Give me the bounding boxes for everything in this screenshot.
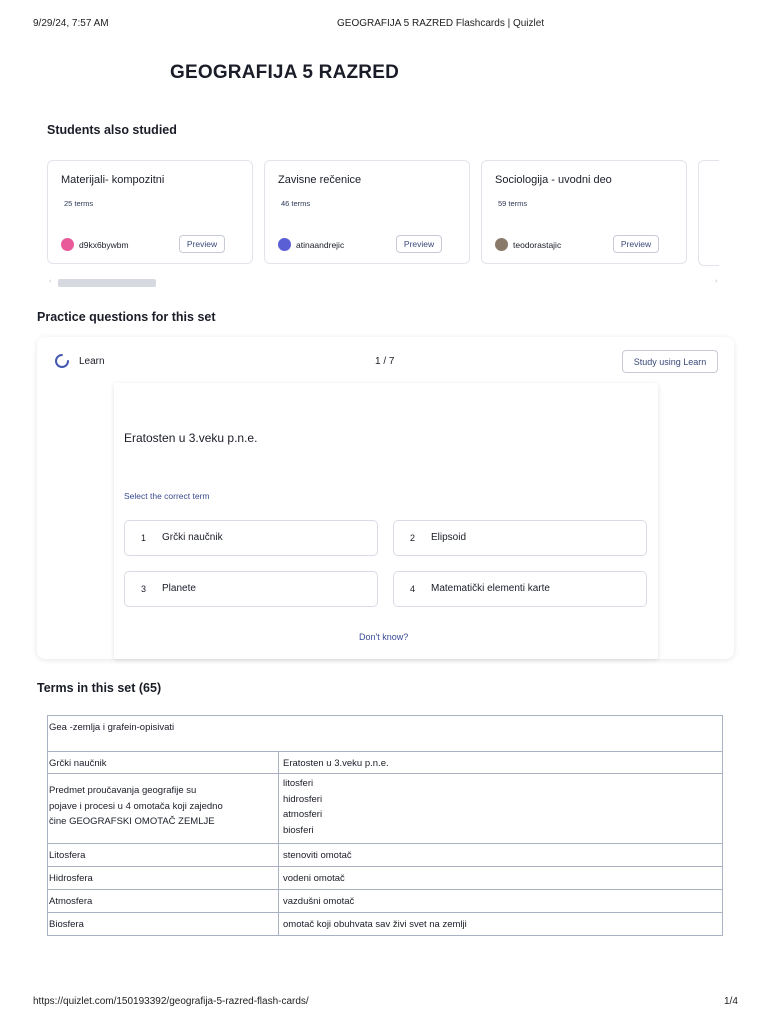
term-line: čine GEOGRAFSKI OMOTAČ ZEMLJE bbox=[49, 816, 215, 827]
print-page-number: 1/4 bbox=[724, 996, 738, 1007]
preview-button[interactable]: Preview bbox=[179, 235, 225, 253]
definition-line: atmosferi bbox=[283, 809, 323, 820]
card-title: Zavisne rečenice bbox=[278, 174, 362, 186]
carousel-scrollbar[interactable] bbox=[58, 279, 156, 287]
table-row bbox=[48, 716, 723, 752]
terms-heading: Terms in this set (65) bbox=[37, 681, 162, 695]
learn-mode-label: Learn bbox=[79, 356, 105, 367]
definition-line: stenoviti omotač bbox=[283, 850, 352, 861]
definition-line: biosferi bbox=[283, 824, 314, 836]
card-terms-count: 59 terms bbox=[498, 199, 528, 208]
chevron-left-icon[interactable]: ‹ bbox=[49, 278, 52, 285]
avatar bbox=[278, 238, 291, 251]
definition-line: omotač koji obuhvata sav živi svet na zemlji bbox=[283, 919, 467, 930]
question-instruction: Select the correct term bbox=[124, 491, 210, 501]
term-line: Hidrosfera bbox=[49, 873, 93, 884]
answer-option[interactable] bbox=[124, 571, 378, 607]
study-set-card[interactable] bbox=[47, 160, 253, 264]
option-number: 1 bbox=[141, 533, 147, 543]
preview-button[interactable]: Preview bbox=[613, 235, 659, 253]
table-row bbox=[48, 844, 723, 867]
card-terms-count: 25 terms bbox=[64, 199, 94, 208]
answer-option[interactable] bbox=[393, 520, 647, 556]
study-set-card[interactable] bbox=[264, 160, 470, 264]
learn-spinner-icon bbox=[54, 353, 70, 369]
card-terms-count: 46 terms bbox=[281, 199, 311, 208]
study-set-card[interactable] bbox=[481, 160, 687, 264]
dont-know-link[interactable]: Don't know? bbox=[359, 632, 409, 642]
definition-cell bbox=[279, 867, 723, 890]
table-row bbox=[48, 752, 723, 774]
option-number: 4 bbox=[410, 584, 416, 594]
term-line: Biosfera bbox=[49, 919, 84, 930]
avatar bbox=[61, 238, 74, 251]
card-username[interactable]: d9kx6bywbm bbox=[79, 240, 129, 250]
card-title: Materijali- kompozitni bbox=[61, 174, 165, 186]
definition-cell bbox=[279, 774, 723, 844]
term-cell bbox=[48, 752, 279, 774]
term-cell bbox=[48, 890, 279, 913]
definition-cell bbox=[279, 752, 723, 774]
print-datetime: 9/29/24, 7:57 AM bbox=[33, 18, 109, 29]
definition-line: Eratosten u 3.veku p.n.e. bbox=[283, 758, 389, 769]
term-cell bbox=[48, 716, 723, 752]
table-row bbox=[48, 867, 723, 890]
term-line: pojave i procesi u 4 omotača koji zajedno bbox=[49, 800, 223, 812]
chevron-right-icon[interactable]: › bbox=[715, 278, 718, 285]
page-title: GEOGRAFIJA 5 RAZRED bbox=[170, 62, 400, 83]
card-username[interactable]: atinaandrejic bbox=[296, 240, 345, 250]
definition-cell bbox=[279, 890, 723, 913]
term-cell bbox=[48, 867, 279, 890]
definition-cell bbox=[279, 844, 723, 867]
table-row bbox=[48, 890, 723, 913]
table-row bbox=[48, 913, 723, 936]
study-using-learn-button[interactable]: Study using Learn bbox=[622, 350, 718, 373]
option-number: 3 bbox=[141, 584, 147, 594]
option-number: 2 bbox=[410, 533, 416, 543]
definition-line: hidrosferi bbox=[283, 793, 323, 805]
question-progress: 1 / 7 bbox=[375, 356, 395, 367]
print-doc-title: GEOGRAFIJA 5 RAZRED Flashcards | Quizlet bbox=[337, 18, 545, 29]
table-row bbox=[48, 774, 723, 844]
print-url: https://quizlet.com/150193392/geografija-5-razred-flash-cards/ bbox=[33, 996, 309, 1007]
avatar bbox=[495, 238, 508, 251]
option-label: Elipsoid bbox=[431, 532, 467, 543]
card-title: Sociologija - uvodni deo bbox=[495, 174, 612, 186]
term-cell bbox=[48, 844, 279, 867]
term-line: Gea -zemlja i grafein-opisivati bbox=[49, 722, 175, 733]
definition-cell bbox=[279, 913, 723, 936]
option-label: Grčki naučnik bbox=[162, 532, 223, 543]
question-prompt: Eratosten u 3.veku p.n.e. bbox=[124, 431, 258, 445]
option-label: Matematički elementi karte bbox=[431, 583, 550, 594]
term-line: Litosfera bbox=[49, 850, 86, 861]
practice-heading: Practice questions for this set bbox=[37, 310, 216, 324]
term-line: Predmet proučavanja geografije su bbox=[49, 785, 197, 796]
term-line: Grčki naučnik bbox=[49, 758, 107, 769]
option-label: Planete bbox=[162, 583, 196, 594]
study-set-card-partial[interactable] bbox=[698, 160, 719, 266]
card-username[interactable]: teodorastajic bbox=[513, 240, 562, 250]
terms-table bbox=[47, 715, 723, 936]
term-cell bbox=[48, 774, 279, 844]
definition-line: vazdušni omotač bbox=[283, 896, 355, 907]
answer-option[interactable] bbox=[124, 520, 378, 556]
students-also-studied-heading: Students also studied bbox=[47, 123, 177, 137]
answer-option[interactable] bbox=[393, 571, 647, 607]
definition-line: litosferi bbox=[283, 778, 314, 789]
definition-line: vodeni omotač bbox=[283, 873, 345, 884]
term-cell bbox=[48, 913, 279, 936]
term-line: Atmosfera bbox=[49, 896, 93, 907]
preview-button[interactable]: Preview bbox=[396, 235, 442, 253]
